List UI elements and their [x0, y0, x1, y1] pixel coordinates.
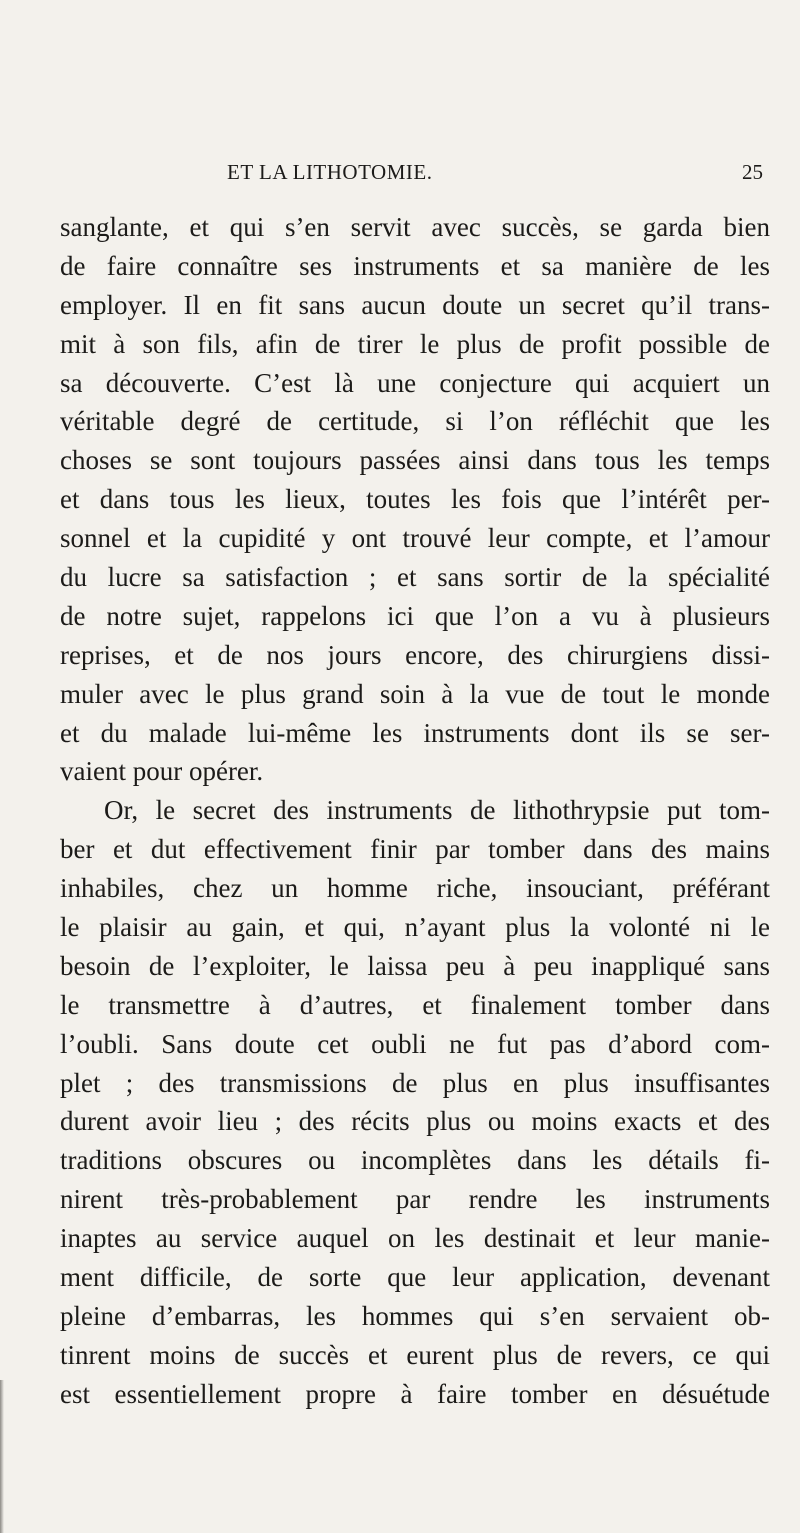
- text-line: est essentiellement propre à faire tomber en désuétude: [60, 1378, 770, 1409]
- text-line: inaptes au service auquel on les destinait et leur manie-: [60, 1223, 770, 1254]
- body-text: [60, 208, 770, 1414]
- text-line: et du malade lui-même les instruments dont ils se ser-: [60, 717, 770, 748]
- text-line: muler avec le plus grand soin à la vue de tout le monde: [60, 678, 770, 709]
- text-line: sanglante, et qui s’en servit avec succès, se garda bien: [60, 212, 770, 242]
- text-line: ber et dut effectivement finir par tomber dans des mains: [60, 834, 770, 865]
- text-line: sonnel et la cupidité y ont trouvé leur compte, et l’amour: [60, 523, 770, 554]
- text-line: le plaisir au gain, et qui, n’ayant plus la volonté ni le: [60, 912, 770, 943]
- text-line: besoin de l’exploiter, le laissa peu à peu inappliqué sans: [60, 950, 770, 981]
- page-number: 25: [742, 160, 763, 184]
- text-line: le transmettre à d’autres, et finalement tomber dans: [60, 989, 770, 1020]
- text-line: l’oubli. Sans doute cet oubli ne fut pas d’abord com-: [60, 1028, 770, 1059]
- text-line: inhabiles, chez un homme riche, insouciant, préférant: [60, 873, 770, 904]
- text-line: du lucre sa satisfaction ; et sans sortir de la spécialité: [60, 562, 770, 593]
- text-line: de notre sujet, rappelons ici que l’on a vu à plusieurs: [60, 600, 770, 631]
- text-line: reprises, et de nos jours encore, des chirurgiens dissi-: [60, 639, 770, 670]
- page-edge-shadow: [0, 1380, 4, 1533]
- text-line: ment difficile, de sorte que leur application, devenant: [60, 1262, 770, 1293]
- text-line: tinrent moins de succès et eurent plus de revers, ce qui: [60, 1339, 770, 1370]
- running-head: [227, 160, 763, 188]
- text-line: pleine d’embarras, les hommes qui s’en servaient ob-: [60, 1300, 770, 1331]
- text-line: employer. Il en fit sans aucun doute un secret qu’il trans-: [60, 289, 770, 320]
- text-line: de faire connaître ses instruments et sa manière de les: [60, 250, 770, 281]
- running-title: ET LA LITHOTOMIE.: [227, 160, 433, 184]
- text-line: plet ; des transmissions de plus en plus insuffisantes: [60, 1067, 770, 1098]
- text-line: mit à son fils, afin de tirer le plus de profit possible de: [60, 328, 770, 359]
- text-line: traditions obscures ou incomplètes dans les détails fi-: [60, 1145, 770, 1176]
- text-line: nirent très-probablement par rendre les instruments: [60, 1184, 770, 1215]
- paragraph-end-line: vaient pour opérer.: [60, 756, 264, 787]
- text-line: sa découverte. C’est là une conjecture qui acquiert un: [60, 367, 770, 398]
- text-line: choses se sont toujours passées ainsi dans tous les temps: [60, 445, 770, 476]
- text-line: véritable degré de certitude, si l’on réfléchit que les: [60, 406, 770, 437]
- text-line: durent avoir lieu ; des récits plus ou moins exacts et des: [60, 1106, 770, 1137]
- paragraph-first-line: Or, le secret des instruments de lithothrypsie put tom-: [104, 795, 770, 826]
- text-line: et dans tous les lieux, toutes les fois que l’intérêt per-: [60, 484, 770, 515]
